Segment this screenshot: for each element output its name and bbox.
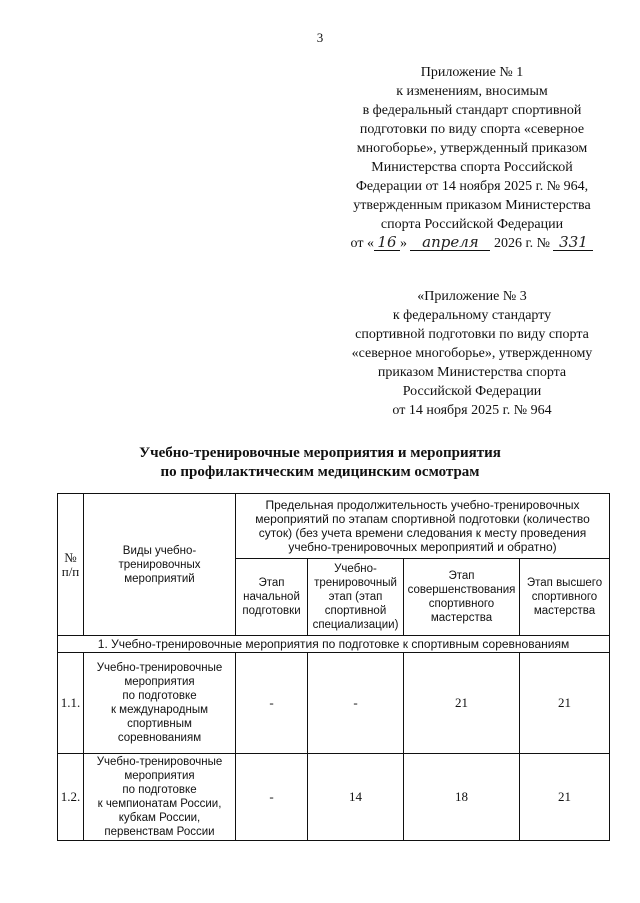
appendix-1-line: Федерации от 14 ноября 2025 г. № 964, xyxy=(355,179,589,194)
appendix-3-line: к федеральному стандарту xyxy=(392,308,552,323)
appendix-1-header xyxy=(322,63,622,253)
header-stage-initial: Этап начальной подготовки xyxy=(236,559,308,636)
appendix-3-line: от 14 ноября 2025 г. № 964 xyxy=(392,403,552,418)
order-date-quote: » xyxy=(399,236,407,251)
appendix-3-line: «Приложение № 3 xyxy=(417,289,527,304)
appendix-1-line: подготовки по виду спорта «северное xyxy=(359,122,585,137)
row-value-improvement: 18 xyxy=(404,754,520,841)
table-row xyxy=(58,653,610,754)
row-event-name: Учебно-тренировочные мероприятия по подготовке к международным спортивным соревнованиям xyxy=(84,653,236,754)
appendix-1-line: спорта Российской Федерации xyxy=(380,217,564,232)
header-stage-training: Учебно- тренировочный этап (этап спортивной специализации) xyxy=(308,559,404,636)
handwritten-order-number: 331 xyxy=(553,235,593,251)
page-number: 3 xyxy=(316,30,324,45)
row-event-name: Учебно-тренировочные мероприятия по подготовке к чемпионатам России, кубкам России, первенствам России xyxy=(84,754,236,841)
order-date-line xyxy=(322,234,622,253)
handwritten-day: 16 xyxy=(374,235,400,251)
appendix-1-line: к изменениям, вносимым xyxy=(396,84,548,99)
header-number: № п/п xyxy=(58,494,84,636)
row-value-training: 14 xyxy=(308,754,404,841)
appendix-1-line: многоборье», утвержденный приказом xyxy=(356,141,588,156)
order-date-prefix: от « xyxy=(350,236,374,251)
table-row xyxy=(58,754,610,841)
appendix-3-line: Российской Федерации xyxy=(402,384,542,399)
appendix-3-line: «северное многоборье», утвержденному xyxy=(351,346,593,361)
header-event-type: Виды учебно- тренировочных мероприятий xyxy=(84,494,236,636)
appendix-1-line: утвержденным приказом Министерства xyxy=(353,198,591,213)
header-duration-limits: Предельная продолжительность учебно-тренировочных мероприятий по этапам спортивной подготовки (количество суток) (без учета времени следования к месту проведения учебно-тренировочных мероприятий и обратно) xyxy=(236,494,610,559)
row-value-initial: - xyxy=(236,653,308,754)
row-value-highest: 21 xyxy=(520,653,610,754)
row-value-improvement: 21 xyxy=(404,653,520,754)
handwritten-month: апреля xyxy=(410,235,490,251)
appendix-1-line: в федеральный стандарт спортивной xyxy=(362,103,582,118)
section-1-title: 1. Учебно-тренировочные мероприятия по подготовке к спортивным соревнованиям xyxy=(58,636,610,653)
header-stage-highest: Этап высшего спортивного мастерства xyxy=(520,559,610,636)
appendix-1-line: Приложение № 1 xyxy=(420,65,524,80)
row-number: 1.2. xyxy=(58,754,84,841)
document-title-line: по профилактическим медицинским осмотрам xyxy=(160,464,480,480)
row-value-training: - xyxy=(308,653,404,754)
document-title-line: Учебно-тренировочные мероприятия и мероприятия xyxy=(139,445,501,461)
appendix-3-header xyxy=(322,287,622,420)
header-stage-improvement: Этап совершенствования спортивного мастерства xyxy=(404,559,520,636)
appendix-3-line: спортивной подготовки по виду спорта xyxy=(355,327,589,342)
appendix-3-line: приказом Министерства спорта xyxy=(377,365,567,380)
events-table xyxy=(57,493,610,841)
row-value-highest: 21 xyxy=(520,754,610,841)
row-value-initial: - xyxy=(236,754,308,841)
document-title xyxy=(0,444,640,482)
row-number: 1.1. xyxy=(58,653,84,754)
appendix-1-line: Министерства спорта Российской xyxy=(371,160,573,175)
order-year-text: 2026 г. № xyxy=(493,236,550,251)
